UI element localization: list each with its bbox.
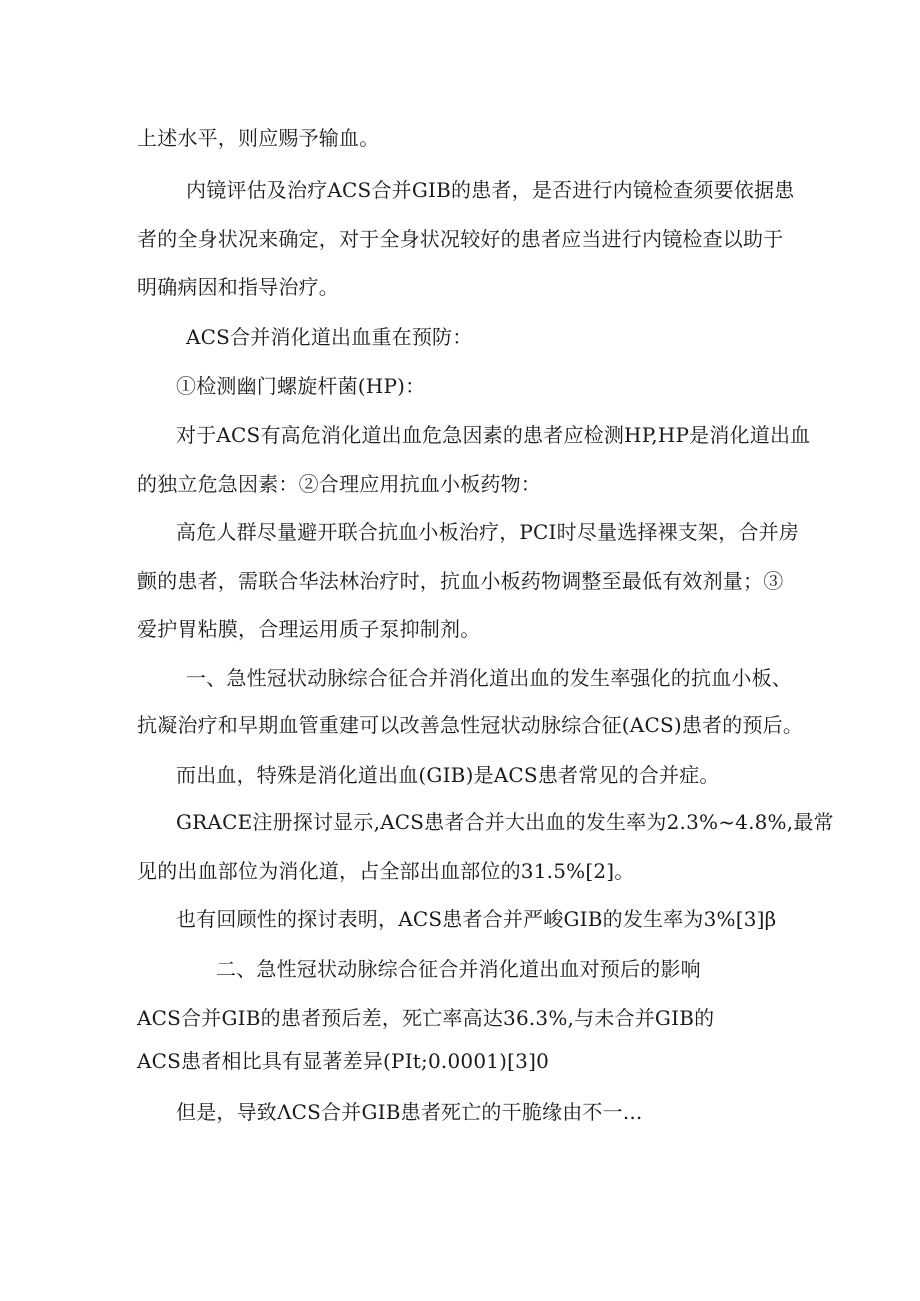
section-heading: 二、急性冠状动脉综合征合并消化道出血对预后的影响 <box>216 957 701 981</box>
paragraph-line: 上述水平，则应赐予输血。 <box>137 126 380 150</box>
section-heading: ACS合并消化道出血重在预防： <box>186 325 473 349</box>
paragraph-line: 高危人群尽量避开联合抗血小板治疗，PCI时尽量选择裸支架，合并房 <box>176 520 800 544</box>
paragraph-line: 爱护胃粘膜，合理运用质子泵抑制剂。 <box>137 617 481 641</box>
paragraph-line: 颤的患者，需联合华法林治疗时，抗血小板药物调整至最低有效剂量；③ <box>137 569 784 593</box>
list-item-heading: ①检测幽门螺旋杆菌(HP)： <box>176 374 426 398</box>
paragraph-line: GRACE注册探讨显示,ACS患者合并大出血的发生率为2.3%~4.8%,最常 <box>176 810 834 834</box>
paragraph-line: 者的全身状况来确定，对于全身状况较好的患者应当进行内镜检查以助于 <box>137 227 784 251</box>
section-heading: 一、急性冠状动脉综合征合并消化道出血的发生率强化的抗血小板、 <box>186 666 792 690</box>
paragraph-line: 的独立危急因素：②合理应用抗血小板药物： <box>137 472 541 496</box>
paragraph-line: ACS患者相比具有显著差异(PIt;0.0001)[3]0 <box>137 1049 550 1073</box>
paragraph-line: 内镜评估及治疗ACS合并GIB的患者，是否进行内镜检查须要依据患 <box>186 178 795 202</box>
paragraph-line: 对于ACS有高危消化道出血危急因素的患者应检测HP,HP是消化道出血 <box>176 423 811 447</box>
paragraph-line: 明确病因和指导治疗。 <box>137 275 339 299</box>
paragraph-line: 也有回顾性的探讨表明，ACS患者合并严峻GIB的发生率为3%[3]β <box>176 907 777 931</box>
paragraph-line: 抗凝治疗和早期血管重建可以改善急性冠状动脉综合征(ACS)患者的预后。 <box>137 713 804 737</box>
paragraph-line: 但是，导致ΛCS合并GIB患者死亡的干脆缘由不一... <box>176 1100 643 1124</box>
paragraph-line: 见的出血部位为消化道，占全部出血部位的31.5%[2]。 <box>137 859 635 883</box>
paragraph-line: ACS合并GIB的患者预后差，死亡率高达36.3%,与未合并GIB的 <box>137 1006 715 1030</box>
paragraph-line: 而出血，特殊是消化道出血(GIB)是ACS患者常见的合并症。 <box>176 763 720 787</box>
